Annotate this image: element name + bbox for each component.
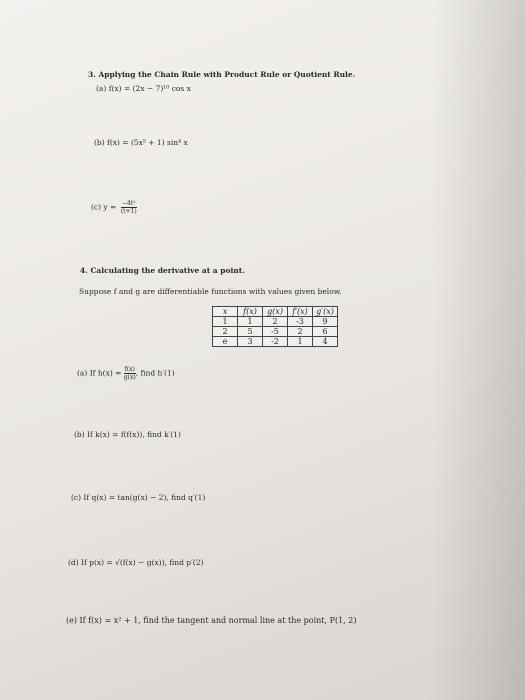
problem-4c: (c) If q(x) = tan(g(x) − 2), find q′(1) bbox=[71, 493, 206, 502]
problem-3b: (b) f(x) = (5x⁵ + 1) sin⁴ x bbox=[94, 138, 188, 147]
problem-4a-prefix: (a) If h(x) = bbox=[77, 368, 122, 378]
table-cell: -2 bbox=[263, 337, 288, 347]
table-cell: 3 bbox=[238, 337, 263, 347]
page-shadow bbox=[430, 0, 525, 700]
problem-3c-numerator: −4t² bbox=[121, 200, 136, 207]
section-4-title: 4. Calculating the derivative at a point. bbox=[80, 266, 245, 275]
table-cell: 2 bbox=[263, 317, 288, 327]
table-cell: 1 bbox=[288, 337, 313, 347]
problem-4b: (b) If k(x) = f(f(x)), find k′(1) bbox=[74, 430, 181, 439]
problem-4a-suffix: , find h′(1) bbox=[135, 368, 175, 378]
problem-3c-fraction bbox=[121, 200, 137, 215]
table-cell: 2 bbox=[213, 327, 238, 337]
table-cell: 1 bbox=[213, 317, 238, 327]
table-row bbox=[213, 317, 338, 327]
section-3-title: 3. Applying the Chain Rule with Product Rule or Quotient Rule. bbox=[88, 70, 356, 79]
table-cell: 9 bbox=[313, 317, 338, 327]
problem-4a-denominator: g(x) bbox=[123, 374, 136, 381]
problem-4d: (d) If p(x) = √(f(x) − g(x)), find p′(2) bbox=[68, 558, 204, 567]
table-row bbox=[213, 327, 338, 337]
table-cell: e bbox=[213, 337, 238, 347]
problem-3c bbox=[91, 200, 137, 215]
table-header: f′(x) bbox=[288, 307, 313, 317]
table-row bbox=[213, 337, 338, 347]
problem-4a-fraction bbox=[124, 366, 136, 381]
table-cell: -5 bbox=[263, 327, 288, 337]
table-cell: 2 bbox=[288, 327, 313, 337]
values-table bbox=[212, 306, 338, 347]
problem-3c-prefix: (c) y = bbox=[91, 202, 117, 212]
table-cell: 5 bbox=[238, 327, 263, 337]
table-cell: 1 bbox=[238, 317, 263, 327]
table-header: f(x) bbox=[238, 307, 263, 317]
table-header: g′(x) bbox=[313, 307, 338, 317]
table-header: x bbox=[213, 307, 238, 317]
problem-3c-denominator: (t+1) bbox=[120, 208, 137, 215]
table-header-row bbox=[213, 307, 338, 317]
section-4-intro: Suppose f and g are differentiable functions with values given below. bbox=[79, 287, 342, 296]
problem-4a bbox=[77, 366, 175, 381]
table-header: g(x) bbox=[263, 307, 288, 317]
table-cell: -3 bbox=[288, 317, 313, 327]
table-cell: 4 bbox=[313, 337, 338, 347]
problem-4a-numerator: f(x) bbox=[124, 366, 135, 373]
problem-3a: (a) f(x) = (2x − 7)¹⁰ cos x bbox=[96, 84, 191, 93]
table-cell: 6 bbox=[313, 327, 338, 337]
problem-4e: (e) If f(x) = x² + 1, find the tangent and normal line at the point, P(1, 2) bbox=[66, 616, 357, 625]
